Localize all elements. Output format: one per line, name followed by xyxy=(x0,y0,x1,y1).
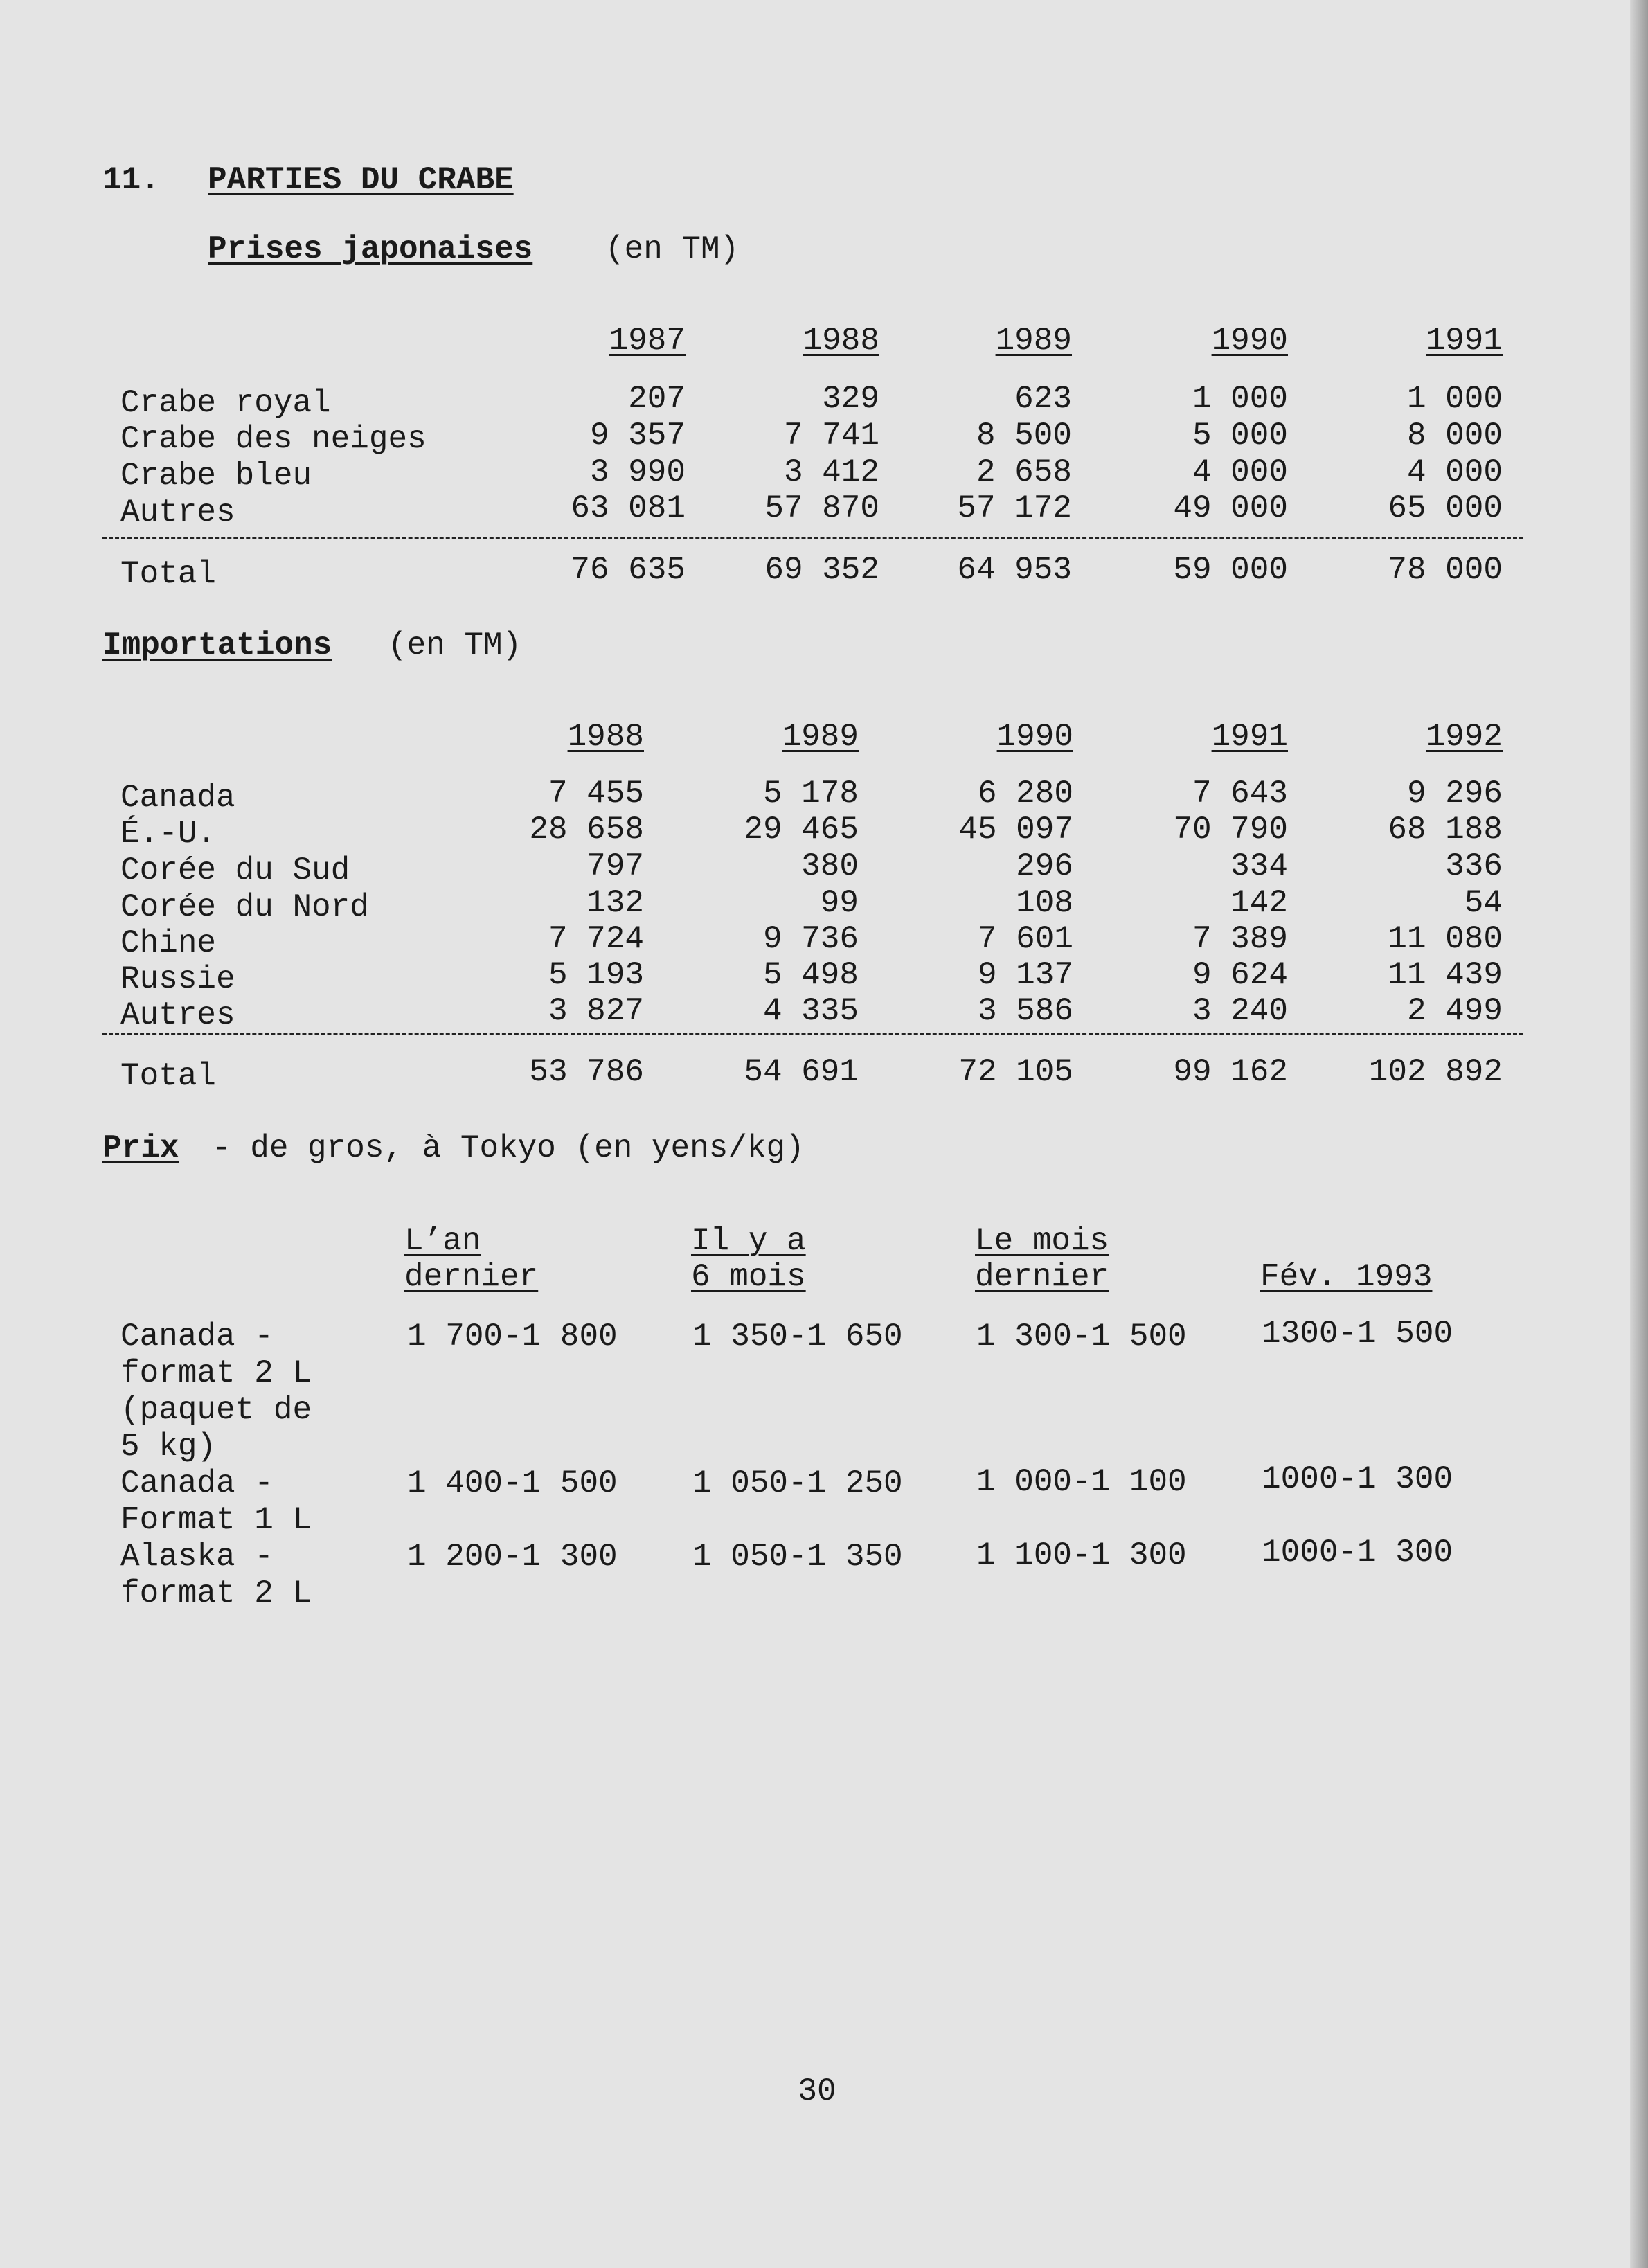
catches-year-1987: 1987 xyxy=(609,323,686,359)
imports-cell: 7 601 xyxy=(977,921,1073,957)
imports-cell: 9 296 xyxy=(1406,776,1503,812)
prices-header-six-months-line2: 6 mois xyxy=(691,1259,806,1295)
prices-row-label-line: Canada - xyxy=(120,1319,274,1355)
catches-year-1991: 1991 xyxy=(1426,323,1503,359)
imports-cell: 68 188 xyxy=(1388,812,1503,848)
catches-cell: 65 000 xyxy=(1388,490,1503,526)
imports-total-cell: 72 105 xyxy=(958,1054,1073,1090)
catches-row-label: Crabe bleu xyxy=(120,458,312,494)
imports-cell: 3 586 xyxy=(977,993,1073,1029)
imports-cell: 11 080 xyxy=(1388,921,1503,957)
catches-cell: 63 081 xyxy=(571,490,686,526)
catches-cell: 5 000 xyxy=(1192,418,1288,454)
catches-cell: 207 xyxy=(628,381,686,417)
catches-cell: 329 xyxy=(822,381,879,417)
imports-cell: 3 827 xyxy=(548,993,644,1029)
imports-total-cell: 99 162 xyxy=(1173,1054,1288,1090)
catches-year-1990: 1990 xyxy=(1211,323,1288,359)
catches-total-cell: 69 352 xyxy=(764,552,879,588)
catches-total-label: Total xyxy=(120,556,217,592)
prices-cell: 1 050-1 250 xyxy=(692,1465,903,1501)
imports-cell: 99 xyxy=(820,885,859,921)
prices-row-label-line: Format 1 L xyxy=(120,1502,312,1538)
imports-total-cell: 102 892 xyxy=(1368,1054,1503,1090)
imports-cell: 5 498 xyxy=(762,957,859,993)
imports-year-1989: 1989 xyxy=(782,719,859,755)
imports-cell: 9 624 xyxy=(1192,957,1288,993)
imports-cell: 296 xyxy=(1016,848,1073,884)
catches-cell: 2 658 xyxy=(976,454,1072,490)
prices-header-six-months-line1: Il y a xyxy=(691,1223,806,1259)
imports-year-1988: 1988 xyxy=(567,719,644,755)
prices-cell: 1000-1 300 xyxy=(1262,1461,1453,1497)
prices-header-last-year-line1: L’an xyxy=(404,1223,481,1259)
imports-row-label: Corée du Nord xyxy=(120,889,369,925)
imports-row-label: Canada xyxy=(120,780,235,816)
prices-cell: 1 300-1 500 xyxy=(976,1319,1187,1355)
catches-cell: 7 741 xyxy=(783,418,879,454)
catches-cell: 1 000 xyxy=(1192,381,1288,417)
imports-cell: 11 439 xyxy=(1388,957,1503,993)
prices-row-label-line: Alaska - xyxy=(120,1539,274,1575)
catches-title: Prises japonaises xyxy=(208,231,533,267)
catches-row-label: Autres xyxy=(120,494,235,530)
imports-cell: 9 736 xyxy=(762,921,859,957)
imports-title: Importations xyxy=(102,627,332,663)
imports-cell: 5 193 xyxy=(548,957,644,993)
prices-row-label-line: (paquet de xyxy=(120,1392,312,1428)
catches-cell: 9 357 xyxy=(589,418,686,454)
imports-cell: 54 xyxy=(1464,885,1503,921)
prices-cell: 1 700-1 800 xyxy=(407,1319,618,1355)
catches-year-1989: 1989 xyxy=(995,323,1072,359)
imports-cell: 70 790 xyxy=(1173,812,1288,848)
imports-total-cell: 54 691 xyxy=(744,1054,859,1090)
prices-cell: 1 200-1 300 xyxy=(407,1539,618,1575)
imports-cell: 28 658 xyxy=(529,812,644,848)
imports-cell: 7 643 xyxy=(1192,776,1288,812)
imports-cell: 7 389 xyxy=(1192,921,1288,957)
page-number: 30 xyxy=(798,2073,836,2109)
imports-cell: 5 178 xyxy=(762,776,859,812)
imports-row-label: Autres xyxy=(120,997,235,1033)
catches-cell: 8 000 xyxy=(1406,418,1503,454)
prices-row-label-line: 5 kg) xyxy=(120,1429,217,1465)
imports-total-cell: 53 786 xyxy=(529,1054,644,1090)
imports-cell: 380 xyxy=(801,848,859,884)
section-number: 11. xyxy=(102,162,160,198)
catches-cell: 57 870 xyxy=(764,490,879,526)
catches-cell: 8 500 xyxy=(976,418,1072,454)
catches-row-label: Crabe des neiges xyxy=(120,421,427,457)
catches-total-cell: 78 000 xyxy=(1388,552,1503,588)
imports-unit: (en TM) xyxy=(388,627,522,663)
imports-cell: 2 499 xyxy=(1406,993,1503,1029)
catches-cell: 623 xyxy=(1014,381,1072,417)
imports-total-label: Total xyxy=(120,1058,217,1094)
catches-cell: 3 990 xyxy=(589,454,686,490)
prices-subtitle: - de gros, à Tokyo (en yens/kg) xyxy=(212,1130,805,1166)
prices-header-feb-1993: Fév. 1993 xyxy=(1260,1259,1433,1295)
prices-row-label-line: Canada - xyxy=(120,1465,274,1501)
prices-cell: 1300-1 500 xyxy=(1262,1316,1453,1352)
catches-cell: 4 000 xyxy=(1192,454,1288,490)
prices-header-last-month-line2: dernier xyxy=(975,1259,1109,1295)
imports-row-label: Chine xyxy=(120,925,217,961)
catches-total-divider xyxy=(102,537,1523,539)
catches-cell: 4 000 xyxy=(1406,454,1503,490)
imports-row-label: É.-U. xyxy=(120,816,217,852)
imports-cell: 7 455 xyxy=(548,776,644,812)
page-edge-shadow xyxy=(1630,0,1648,2268)
imports-cell: 797 xyxy=(586,848,644,884)
imports-cell: 3 240 xyxy=(1192,993,1288,1029)
imports-row-label: Corée du Sud xyxy=(120,852,350,889)
catches-total-cell: 76 635 xyxy=(571,552,686,588)
imports-cell: 9 137 xyxy=(977,957,1073,993)
prices-row-label-line: format 2 L xyxy=(120,1355,312,1391)
imports-cell: 4 335 xyxy=(762,993,859,1029)
prices-row-label-line: format 2 L xyxy=(120,1575,312,1611)
catches-row-label: Crabe royal xyxy=(120,385,331,421)
imports-cell: 334 xyxy=(1230,848,1288,884)
imports-year-1992: 1992 xyxy=(1426,719,1503,755)
catches-cell: 3 412 xyxy=(783,454,879,490)
imports-cell: 45 097 xyxy=(958,812,1073,848)
prices-cell: 1000-1 300 xyxy=(1262,1535,1453,1571)
catches-total-cell: 64 953 xyxy=(957,552,1072,588)
section-title: PARTIES DU CRABE xyxy=(208,162,514,198)
catches-cell: 1 000 xyxy=(1406,381,1503,417)
prices-cell: 1 350-1 650 xyxy=(692,1319,903,1355)
imports-row-label: Russie xyxy=(120,961,235,997)
catches-cell: 49 000 xyxy=(1173,490,1288,526)
prices-title: Prix xyxy=(102,1130,179,1166)
catches-cell: 57 172 xyxy=(957,490,1072,526)
prices-cell: 1 050-1 350 xyxy=(692,1539,903,1575)
imports-year-1990: 1990 xyxy=(996,719,1073,755)
imports-cell: 7 724 xyxy=(548,921,644,957)
imports-year-1991: 1991 xyxy=(1211,719,1288,755)
imports-cell: 142 xyxy=(1230,885,1288,921)
prices-header-last-month-line1: Le mois xyxy=(975,1223,1109,1259)
prices-cell: 1 000-1 100 xyxy=(976,1464,1187,1500)
catches-unit: (en TM) xyxy=(605,231,740,267)
catches-year-1988: 1988 xyxy=(803,323,879,359)
catches-total-cell: 59 000 xyxy=(1173,552,1288,588)
imports-cell: 132 xyxy=(586,885,644,921)
prices-header-last-year-line2: dernier xyxy=(404,1259,539,1295)
imports-cell: 6 280 xyxy=(977,776,1073,812)
imports-cell: 336 xyxy=(1445,848,1503,884)
imports-cell: 108 xyxy=(1016,885,1073,921)
prices-cell: 1 400-1 500 xyxy=(407,1465,618,1501)
imports-total-divider xyxy=(102,1033,1523,1035)
prices-cell: 1 100-1 300 xyxy=(976,1537,1187,1573)
imports-cell: 29 465 xyxy=(744,812,859,848)
